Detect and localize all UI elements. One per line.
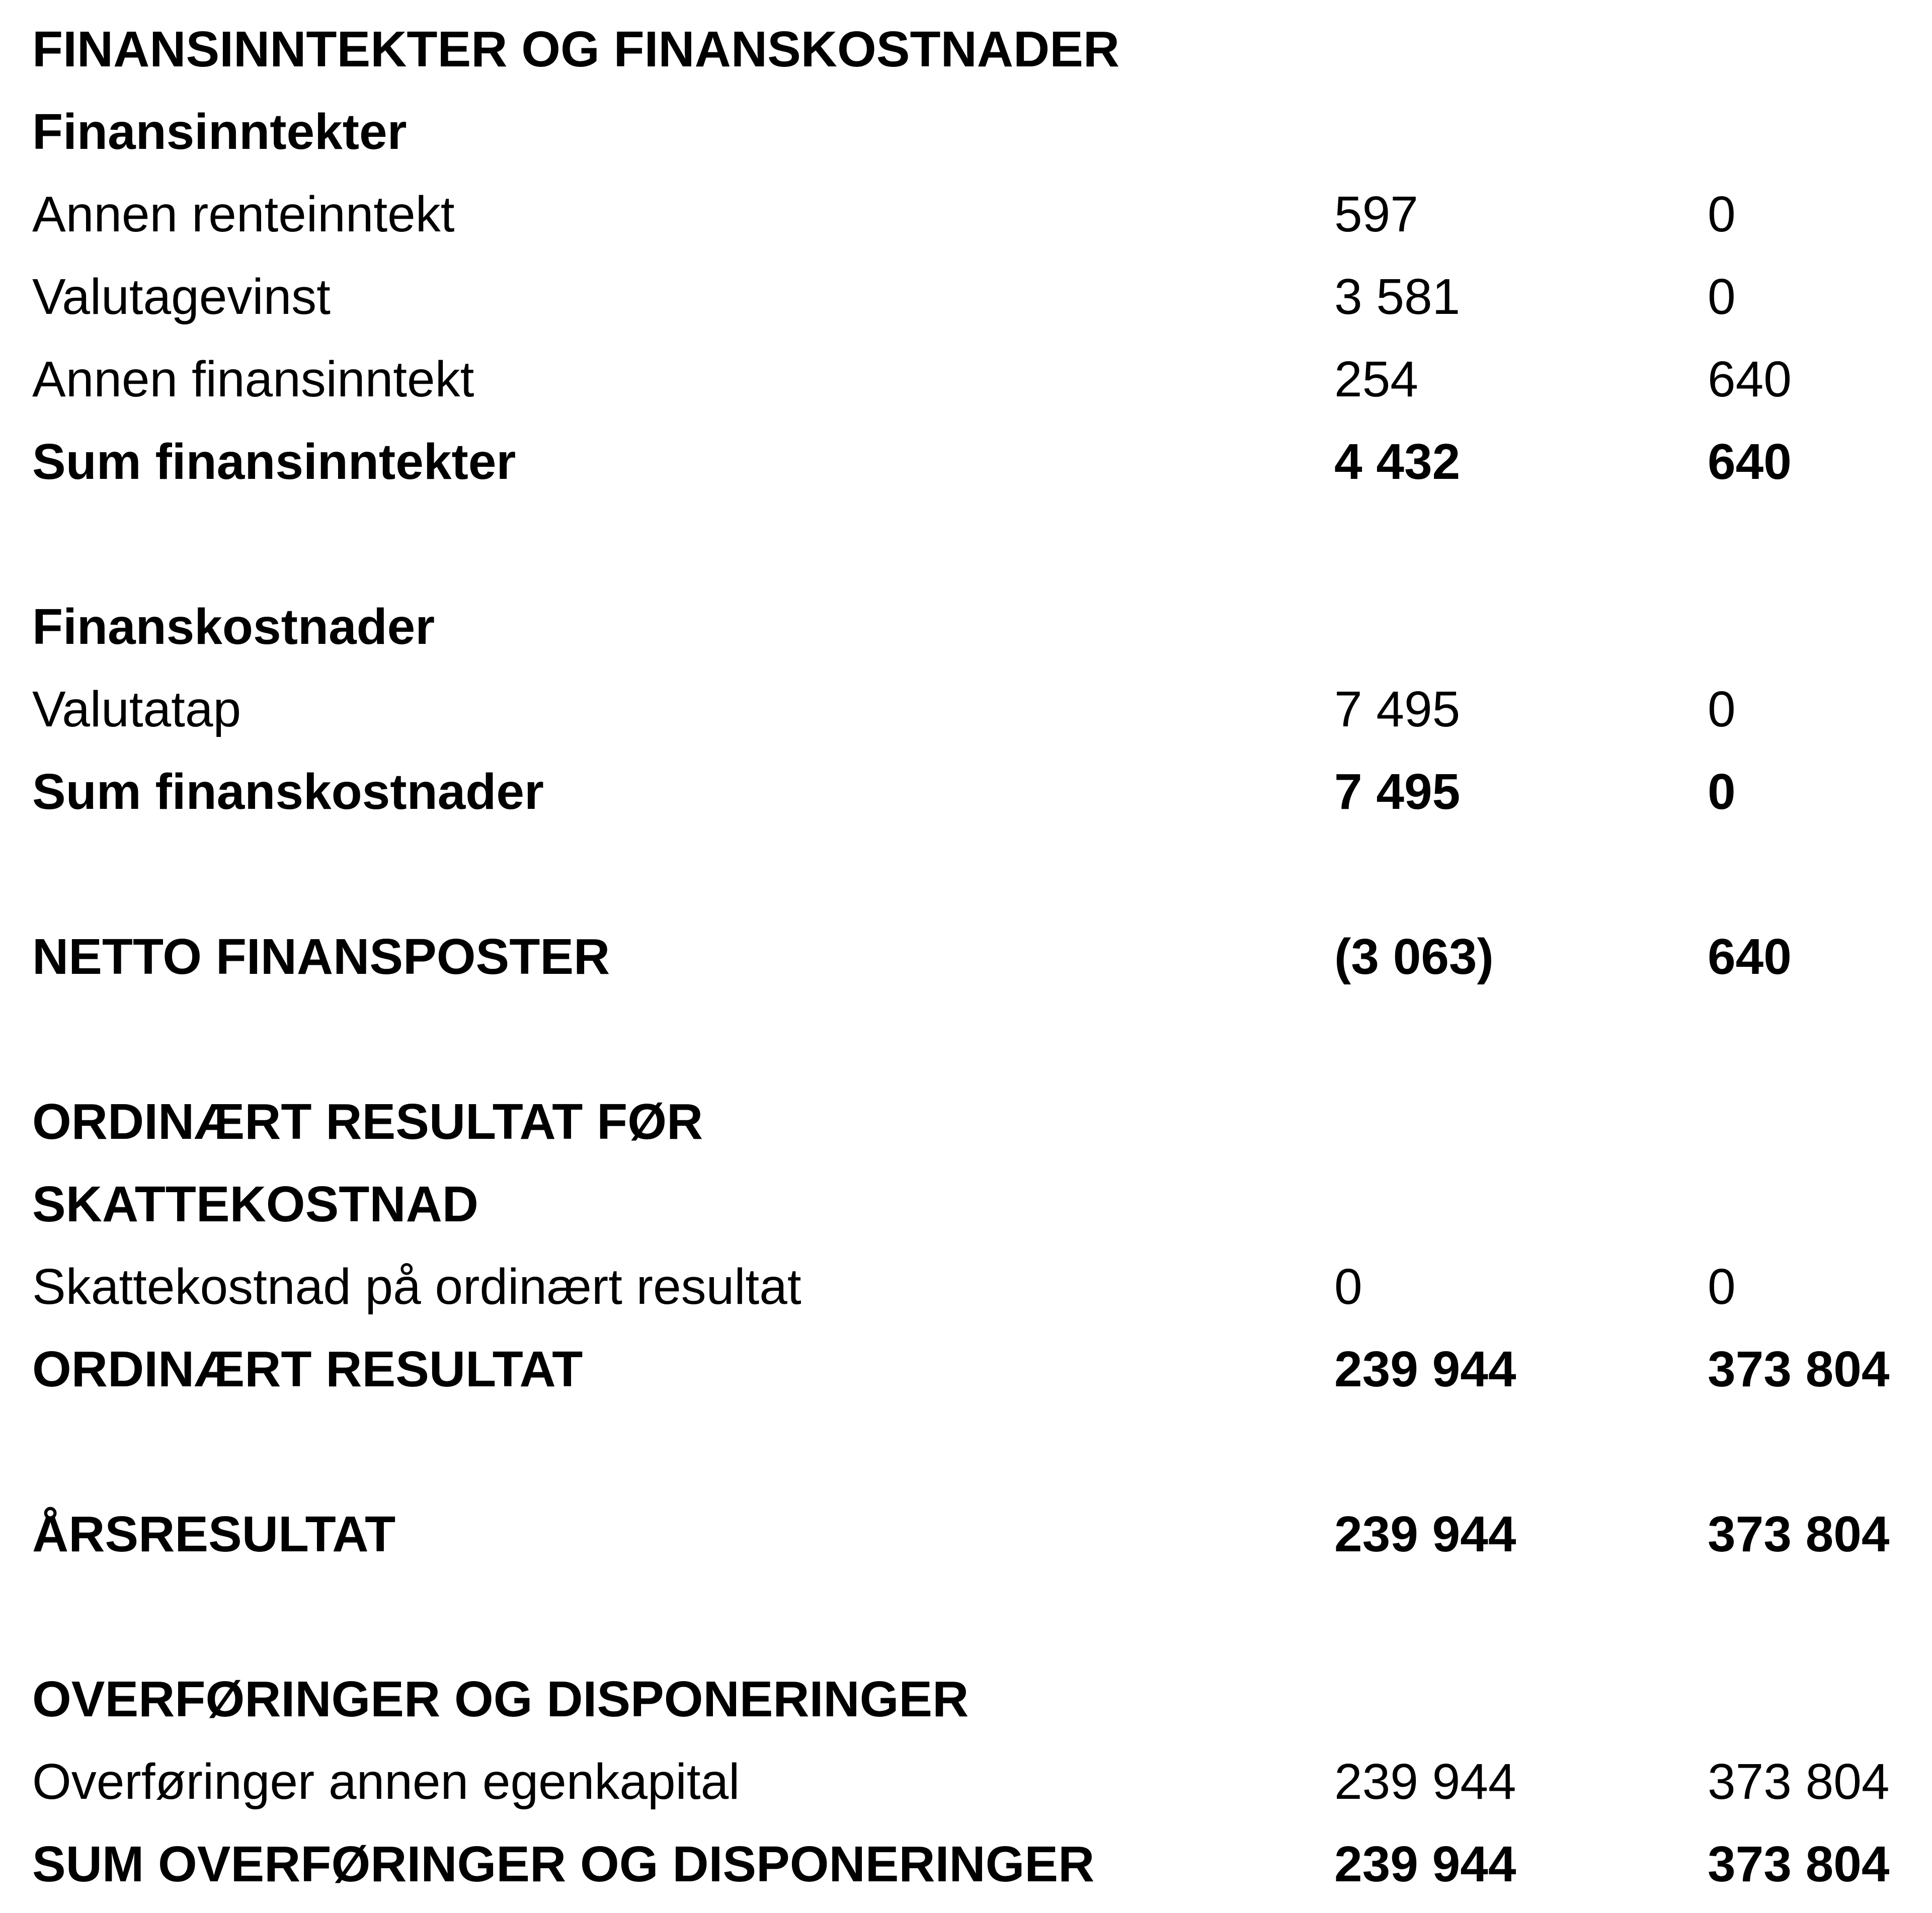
row-label: NETTO FINANSPOSTER: [32, 929, 610, 985]
row-value-previous: 0: [1708, 186, 1736, 242]
row-value-current: 239 944: [1334, 1341, 1516, 1397]
row-value-current: 239 944: [1334, 1836, 1516, 1892]
table-row: [0, 256, 1932, 338]
row-value-previous: 640: [1708, 351, 1792, 407]
heading-line-1: ORDINÆRT RESULTAT FØR: [32, 1094, 703, 1150]
row-label: SUM OVERFØRINGER OG DISPONERINGER: [32, 1836, 1095, 1892]
overforinger-heading-label: OVERFØRINGER OG DISPONERINGER: [32, 1671, 969, 1727]
table-row: [0, 668, 1932, 751]
ordinaert-for-skatt-heading: [0, 1080, 1932, 1163]
overforinger-heading: [0, 1658, 1932, 1740]
row-value-current: 239 944: [1334, 1754, 1516, 1810]
row-value-current: (3 063): [1334, 929, 1494, 985]
row-value-previous: 373 804: [1708, 1341, 1890, 1397]
netto-finansposter-row: [0, 916, 1932, 998]
row-value-current: 254: [1334, 351, 1418, 407]
row-value-current: 4 432: [1334, 434, 1461, 490]
row-value-current: 7 495: [1334, 681, 1461, 737]
table-row: [0, 173, 1932, 256]
row-value-current: 3 581: [1334, 269, 1461, 325]
heading-line-2: SKATTEKOSTNAD: [32, 1176, 479, 1232]
finanskostnader-heading-label: Finanskostnader: [32, 599, 435, 655]
row-label: Overføringer annen egenkapital: [32, 1754, 740, 1810]
row-label: ÅRSRESULTAT: [32, 1506, 396, 1562]
table-row: [0, 1740, 1932, 1823]
table-row: [0, 1245, 1932, 1328]
row-label: Sum finanskostnader: [32, 764, 544, 820]
sum-finansinntekter-row: [0, 421, 1932, 503]
row-value-previous: 0: [1708, 269, 1736, 325]
row-label: Annen renteinntekt: [32, 186, 455, 242]
row-value-current: 239 944: [1334, 1506, 1516, 1562]
row-label: ORDINÆRT RESULTAT: [32, 1341, 583, 1397]
row-label: Annen finansinntekt: [32, 351, 474, 407]
row-value-current: 0: [1334, 1259, 1362, 1315]
row-value-current: 597: [1334, 186, 1418, 242]
table-row: [0, 338, 1932, 421]
row-value-previous: 640: [1708, 434, 1792, 490]
ordinaert-for-skatt-heading-cont: [0, 1163, 1932, 1245]
row-label: Valutatap: [32, 681, 242, 737]
finansinntekter-heading-label: Finansinntekter: [32, 104, 407, 160]
sum-finanskostnader-row: [0, 751, 1932, 833]
row-value-previous: 640: [1708, 929, 1792, 985]
row-value-previous: 373 804: [1708, 1506, 1890, 1562]
finanskostnader-heading: [0, 586, 1932, 668]
row-value-previous: 0: [1708, 764, 1736, 820]
ordinaert-resultat-row: [0, 1328, 1932, 1410]
arsresultat-row: [0, 1493, 1932, 1575]
row-value-previous: 0: [1708, 681, 1736, 737]
row-label: Skattekostnad på ordinært resultat: [32, 1259, 801, 1315]
finansinntekter-heading: [0, 91, 1932, 173]
row-value-previous: 373 804: [1708, 1836, 1890, 1892]
sum-overforinger-row: [0, 1823, 1932, 1905]
row-value-previous: 0: [1708, 1259, 1736, 1315]
row-label: Sum finansinntekter: [32, 434, 516, 490]
section-title: [0, 8, 1932, 91]
row-value-previous: 373 804: [1708, 1754, 1890, 1810]
section-title-label: FINANSINNTEKTER OG FINANSKOSTNADER: [32, 21, 1120, 77]
row-label: Valutagevinst: [32, 269, 331, 325]
row-value-current: 7 495: [1334, 764, 1461, 820]
